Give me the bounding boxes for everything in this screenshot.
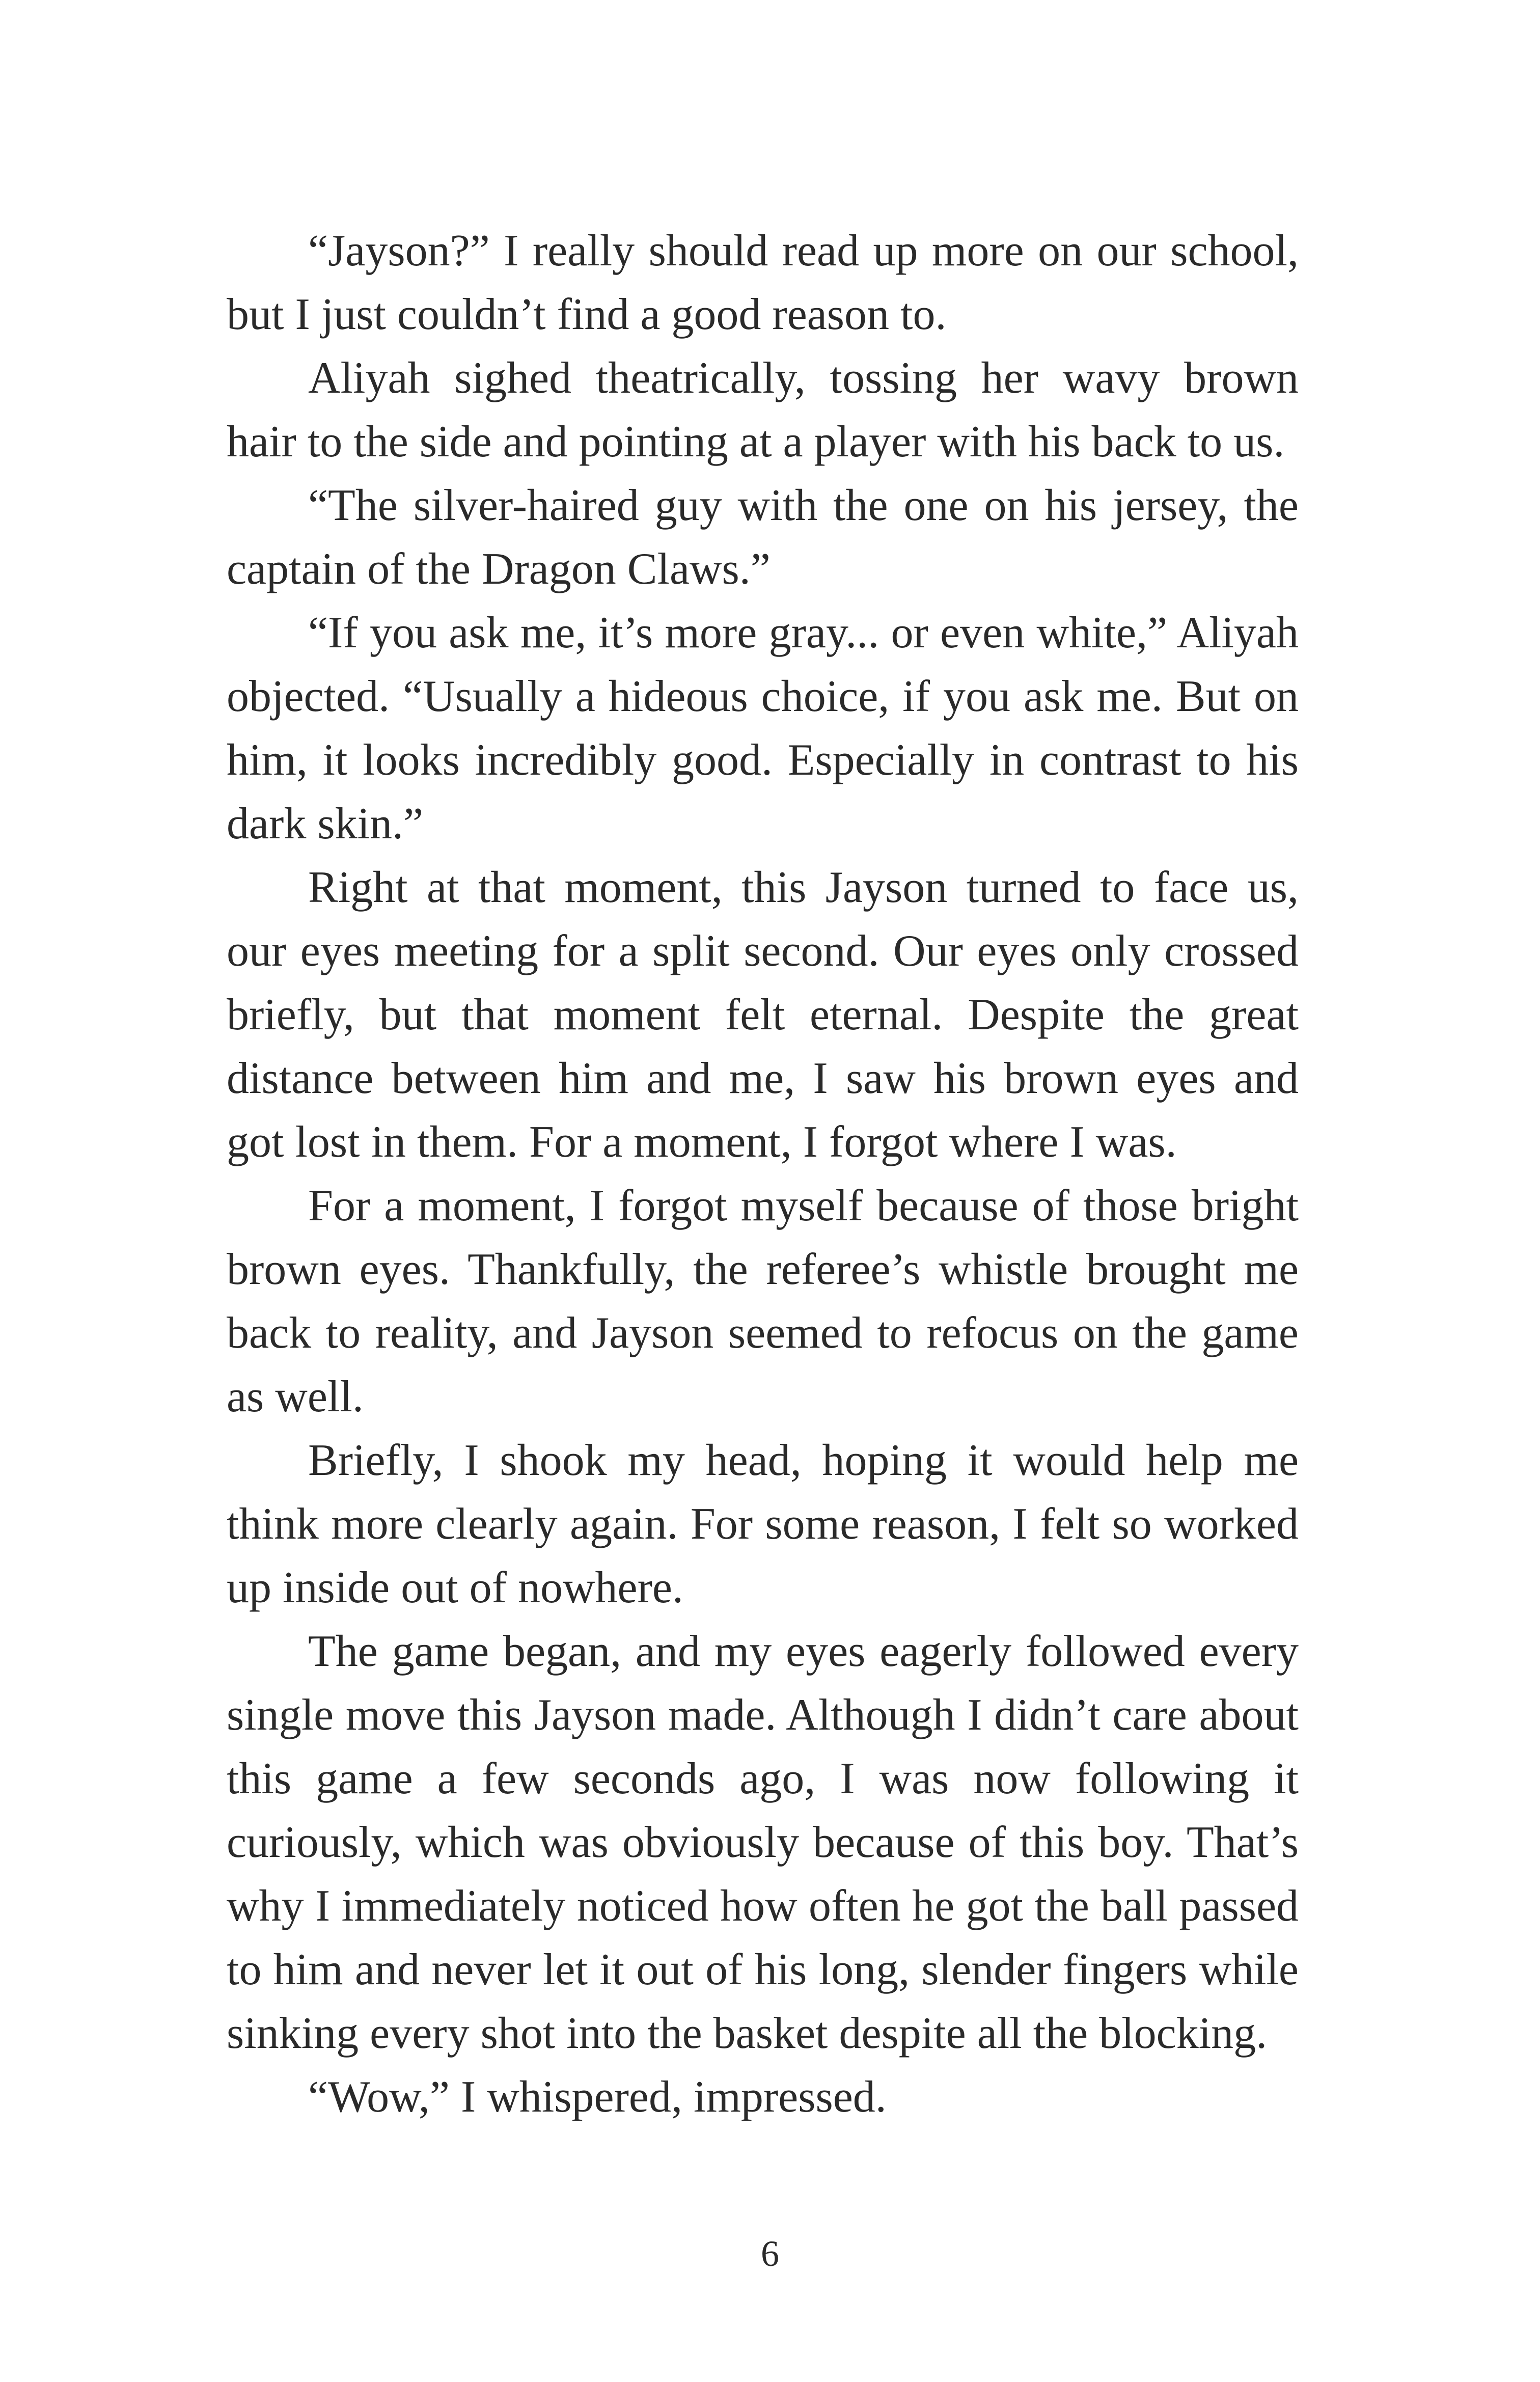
paragraph: Right at that moment, this Jayson turned to face us, our eyes meeting for a split second. Our eyes only crossed briefly, but that moment felt eternal. Despite the great distance between him and me, I saw his brown eyes and got lost in them. For a moment, I forgot where I was. [227,863,1299,1167]
paragraph: “If you ask me, it’s more gray... or even white,” Aliyah objected. “Usually a hideous choice, if you ask me. But on him, it looks incredibly good. Especially in contrast to his dark skin.” [227,608,1299,848]
paragraph: For a moment, I forgot myself because of those bright brown eyes. Thankfully, the referee’s whistle brought me back to reality, and Jayson seemed to refocus on the game as well. [227,1181,1299,1421]
paragraph: Briefly, I shook my head, hoping it would help me think more clearly again. For some reason, I felt so worked up inside out of nowhere. [227,1436,1299,1612]
page-number: 6 [761,2233,779,2274]
paragraph: “Wow,” I whispered, impressed. [308,2072,887,2122]
paragraph: The game began, and my eyes eagerly followed every single move this Jayson made. Although I didn’t care about this game a few seconds ago, I was now following it curiously, which was obviously because of this boy. That’s why I immediately noticed how often he got the ball passed to him and never let it out of his long, slender fingers while sinking every shot into the basket despite all the blocking. [227,1627,1299,2058]
paragraph: Aliyah sighed theatrically, tossing her wavy brown hair to the side and pointing at a player with his back to us. [227,353,1299,467]
paragraph: “Jayson?” I really should read up more on our school, but I just couldn’t find a good reason to. [227,226,1299,339]
body-text [227,219,1299,2129]
paragraph: “The silver-haired guy with the one on his jersey, the captain of the Dragon Claws.” [227,481,1299,594]
